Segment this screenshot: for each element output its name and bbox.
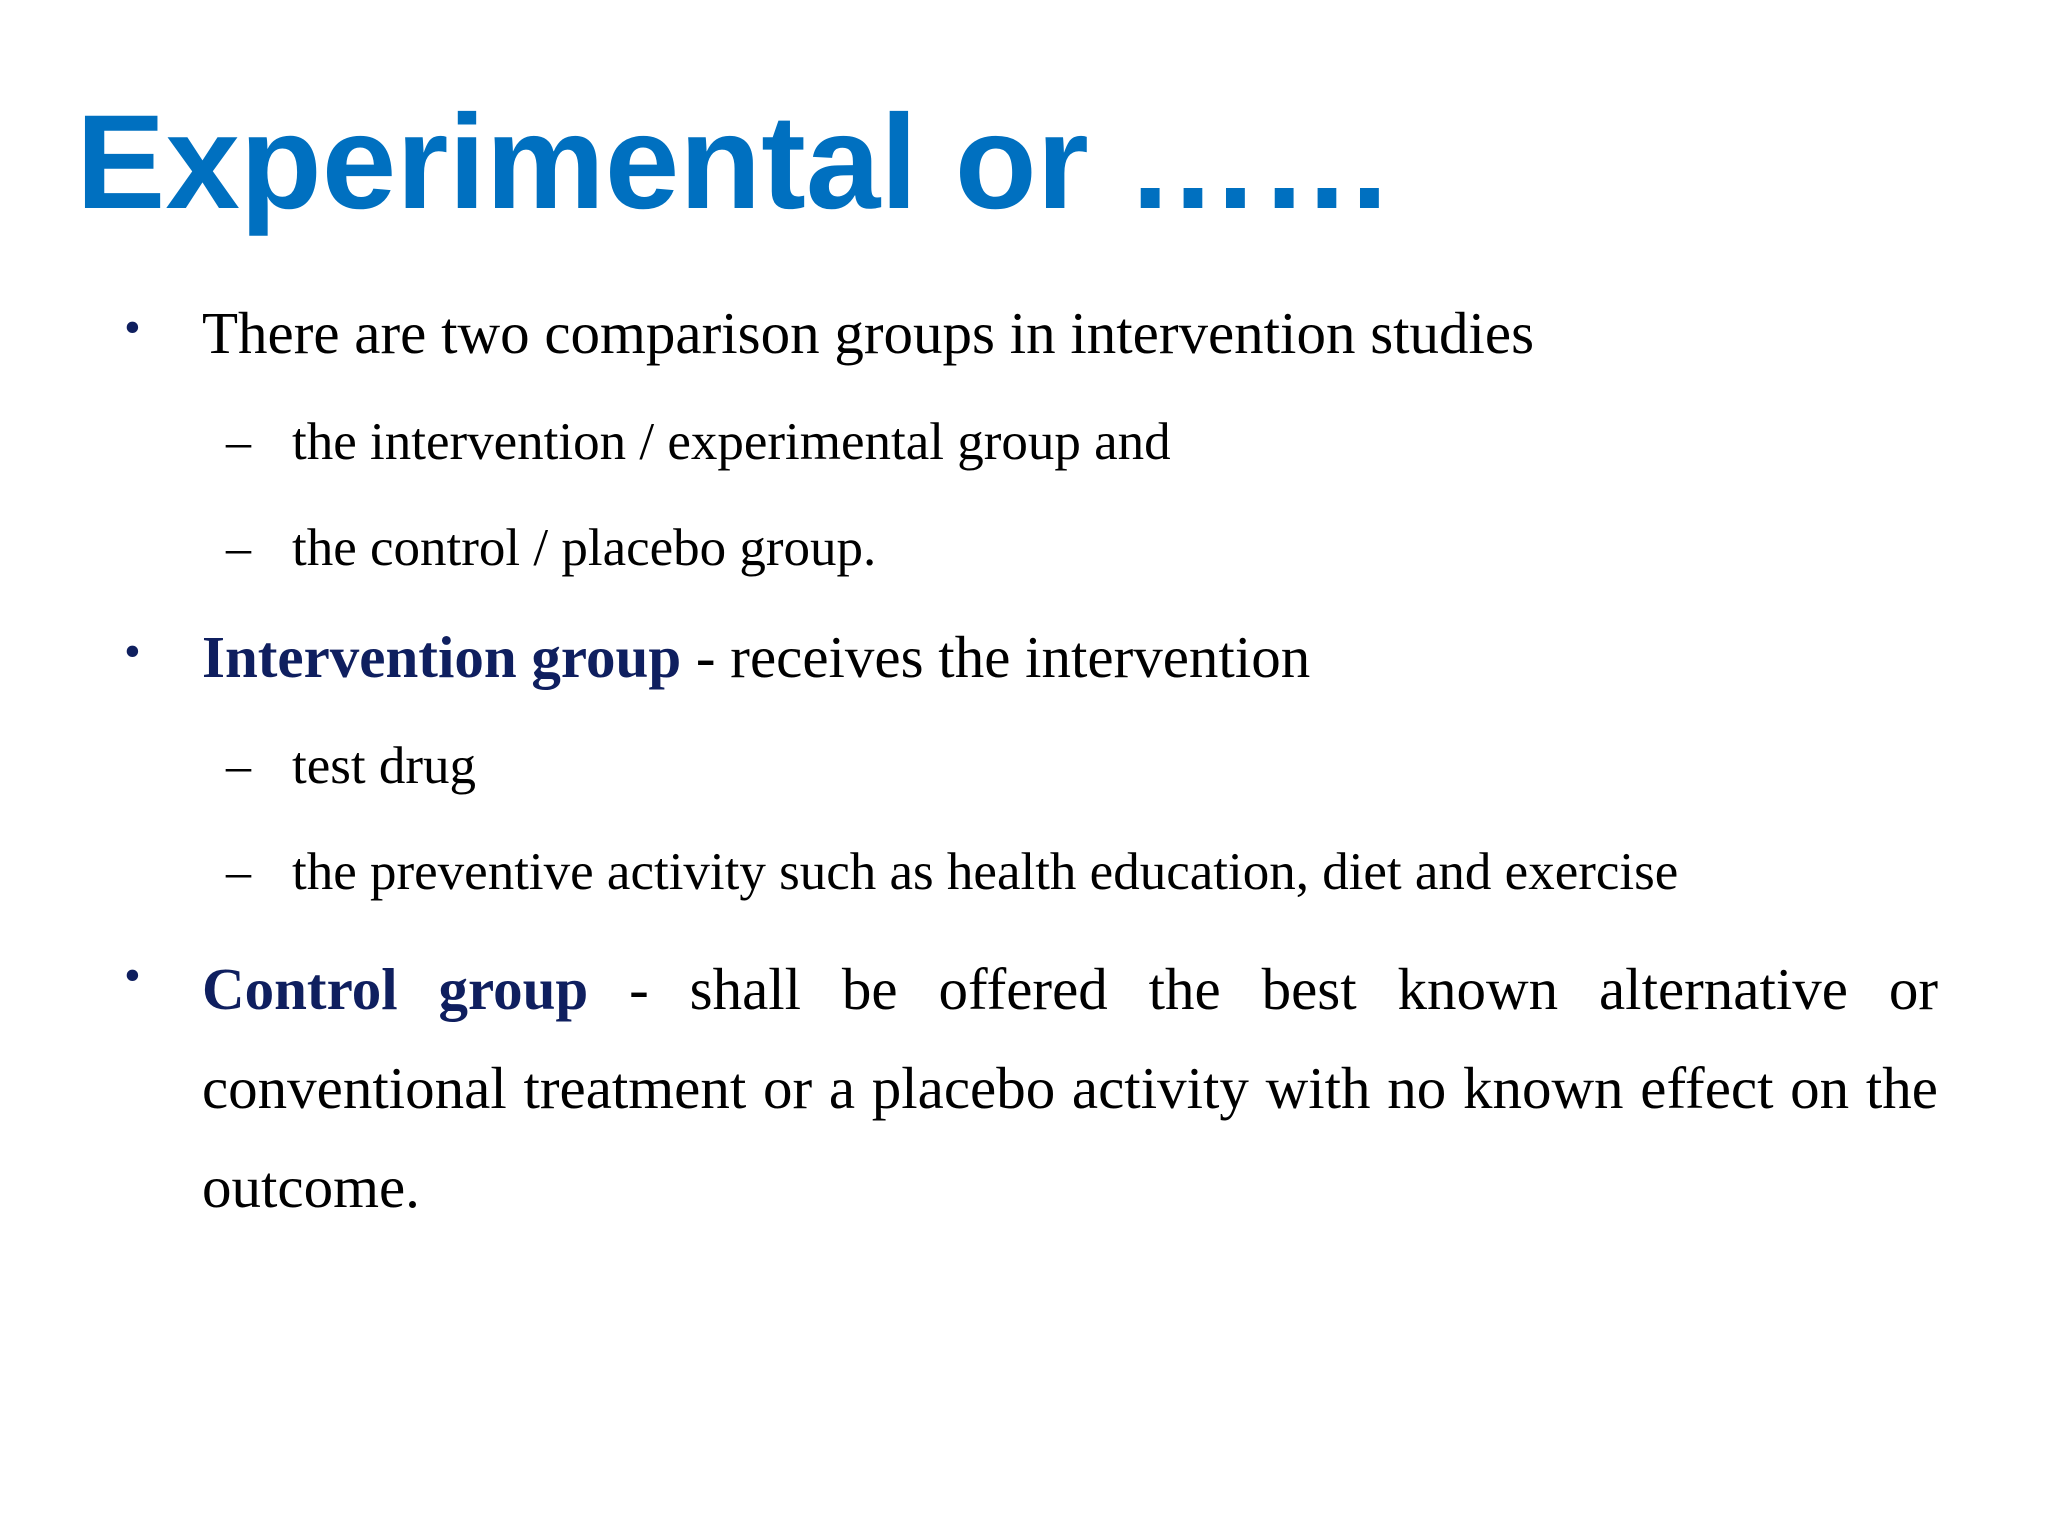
bullet-text-comparison-groups: There are two comparison groups in intervention studies [202,300,1535,366]
dash-marker: – [226,413,251,469]
bullet-control-group [202,940,1938,1237]
subitem-test-drug: test drug [292,737,476,795]
term-control-group: Control group [202,956,589,1022]
intervention-group-description: - receives the intervention [681,624,1311,690]
term-intervention-group: Intervention group [202,624,682,690]
dash-marker: – [226,843,251,899]
bullet-marker: • [124,625,141,678]
bullet-marker: • [124,301,141,354]
control-group-description: - shall be offered the best known alternative or conventional treatment or a placebo activity with no known effect on the outcome. [202,956,1938,1220]
bullet-intervention-group [202,622,1310,692]
subitem-preventive-activity: the preventive activity such as health education, diet and exercise [292,843,1679,901]
subitem-control-placebo: the control / placebo group. [292,519,877,577]
bullet-marker: • [124,949,141,1002]
dash-marker: – [226,519,251,575]
dash-marker: – [226,737,251,793]
slide-title: Experimental or …… [76,88,1395,237]
subitem-intervention-experimental: the intervention / experimental group and [292,413,1171,471]
